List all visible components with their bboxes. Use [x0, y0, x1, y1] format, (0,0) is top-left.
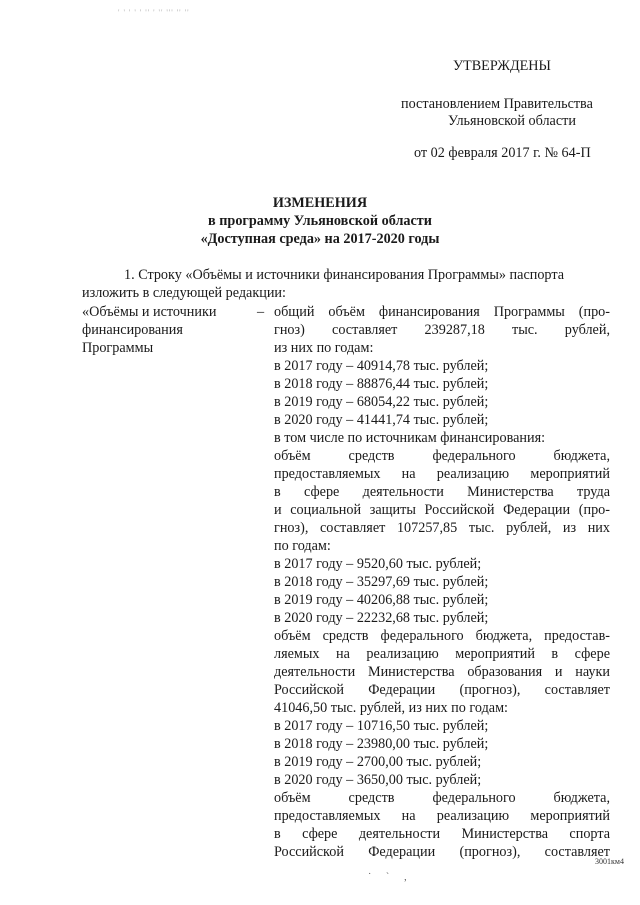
- rc-line-9: объём средств федерального бюджета,: [274, 448, 610, 464]
- rc-line-31: Российской Федерации (прогноз), составляет: [274, 844, 610, 860]
- left-col-line-3: Программы: [82, 340, 154, 356]
- page-code: 3001км4: [595, 857, 624, 866]
- left-col-line-1: «Объёмы и источники: [82, 304, 217, 320]
- rc-line-19: объём средств федерального бюджета, предостав-: [274, 628, 610, 644]
- rc-line-26: в 2019 году – 2700,00 тыс. рублей;: [274, 754, 482, 770]
- scan-marks-bottom: ˙ ` ‚: [368, 872, 413, 883]
- rc-line-14: по годам:: [274, 538, 331, 554]
- intro-line-1: 1. Строку «Объёмы и источники финансирования Программы» паспорта: [124, 267, 565, 283]
- rc-line-6: в 2019 году – 68054,22 тыс. рублей;: [274, 394, 489, 410]
- document-title: ИЗМЕНЕНИЯ: [272, 195, 368, 211]
- rc-line-5: в 2018 году – 88876,44 тыс. рублей;: [274, 376, 489, 392]
- rc-line-10: предоставляемых на реализацию мероприятий: [274, 466, 610, 482]
- scan-artifact: ' ' ' ' ' '' ' '' ''' '' '': [118, 8, 190, 17]
- rc-line-23: 41046,50 тыс. рублей, из них по годам:: [274, 700, 509, 716]
- rc-line-7: в 2020 году – 41441,74 тыс. рублей;: [274, 412, 489, 428]
- rc-line-2: гноз) составляет 239287,18 тыс. рублей,: [274, 322, 610, 338]
- rc-line-22: Российской Федерации (прогноз), составляет: [274, 682, 610, 698]
- rc-line-30: в сфере деятельности Министерства спорта: [274, 826, 610, 842]
- approval-line-1: постановлением Правительства: [401, 96, 593, 112]
- rc-line-21: деятельности Министерства образования и науки: [274, 664, 610, 680]
- left-col-line-2: финансирования: [82, 322, 183, 338]
- rc-line-20: ляемых на реализацию мероприятий в сфере: [274, 646, 610, 662]
- rc-line-3: из них по годам:: [274, 340, 374, 356]
- rc-line-29: предоставляемых на реализацию мероприятий: [274, 808, 610, 824]
- approval-heading: УТВЕРЖДЕНЫ: [453, 58, 551, 74]
- rc-line-15: в 2017 году – 9520,60 тыс. рублей;: [274, 556, 482, 572]
- rc-line-11: в сфере деятельности Министерства труда: [274, 484, 610, 500]
- rc-line-16: в 2018 году – 35297,69 тыс. рублей;: [274, 574, 489, 590]
- intro-line-2: изложить в следующей редакции:: [82, 285, 286, 301]
- rc-line-8: в том числе по источникам финансирования:: [274, 430, 546, 446]
- rc-line-4: в 2017 году – 40914,78 тыс. рублей;: [274, 358, 489, 374]
- approval-date: от 02 февраля 2017 г. № 64-П: [414, 145, 591, 161]
- rc-line-12: и социальной защиты Российской Федерации (про-: [274, 502, 610, 518]
- rc-line-25: в 2018 году – 23980,00 тыс. рублей;: [274, 736, 489, 752]
- rc-line-27: в 2020 году – 3650,00 тыс. рублей;: [274, 772, 482, 788]
- rc-line-28: объём средств федерального бюджета,: [274, 790, 610, 806]
- rc-line-1: общий объём финансирования Программы (про-: [274, 304, 610, 320]
- rc-line-18: в 2020 году – 22232,68 тыс. рублей;: [274, 610, 489, 626]
- document-subtitle-1: в программу Ульяновской области: [208, 213, 432, 229]
- rc-line-17: в 2019 году – 40206,88 тыс. рублей;: [274, 592, 489, 608]
- document-subtitle-2: «Доступная среда» на 2017-2020 годы: [200, 231, 440, 247]
- left-col-dash: –: [257, 304, 265, 320]
- rc-line-24: в 2017 году – 10716,50 тыс. рублей;: [274, 718, 489, 734]
- rc-line-13: гноз), составляет 107257,85 тыс. рублей, из них: [274, 520, 610, 536]
- approval-line-2: Ульяновской области: [448, 113, 576, 129]
